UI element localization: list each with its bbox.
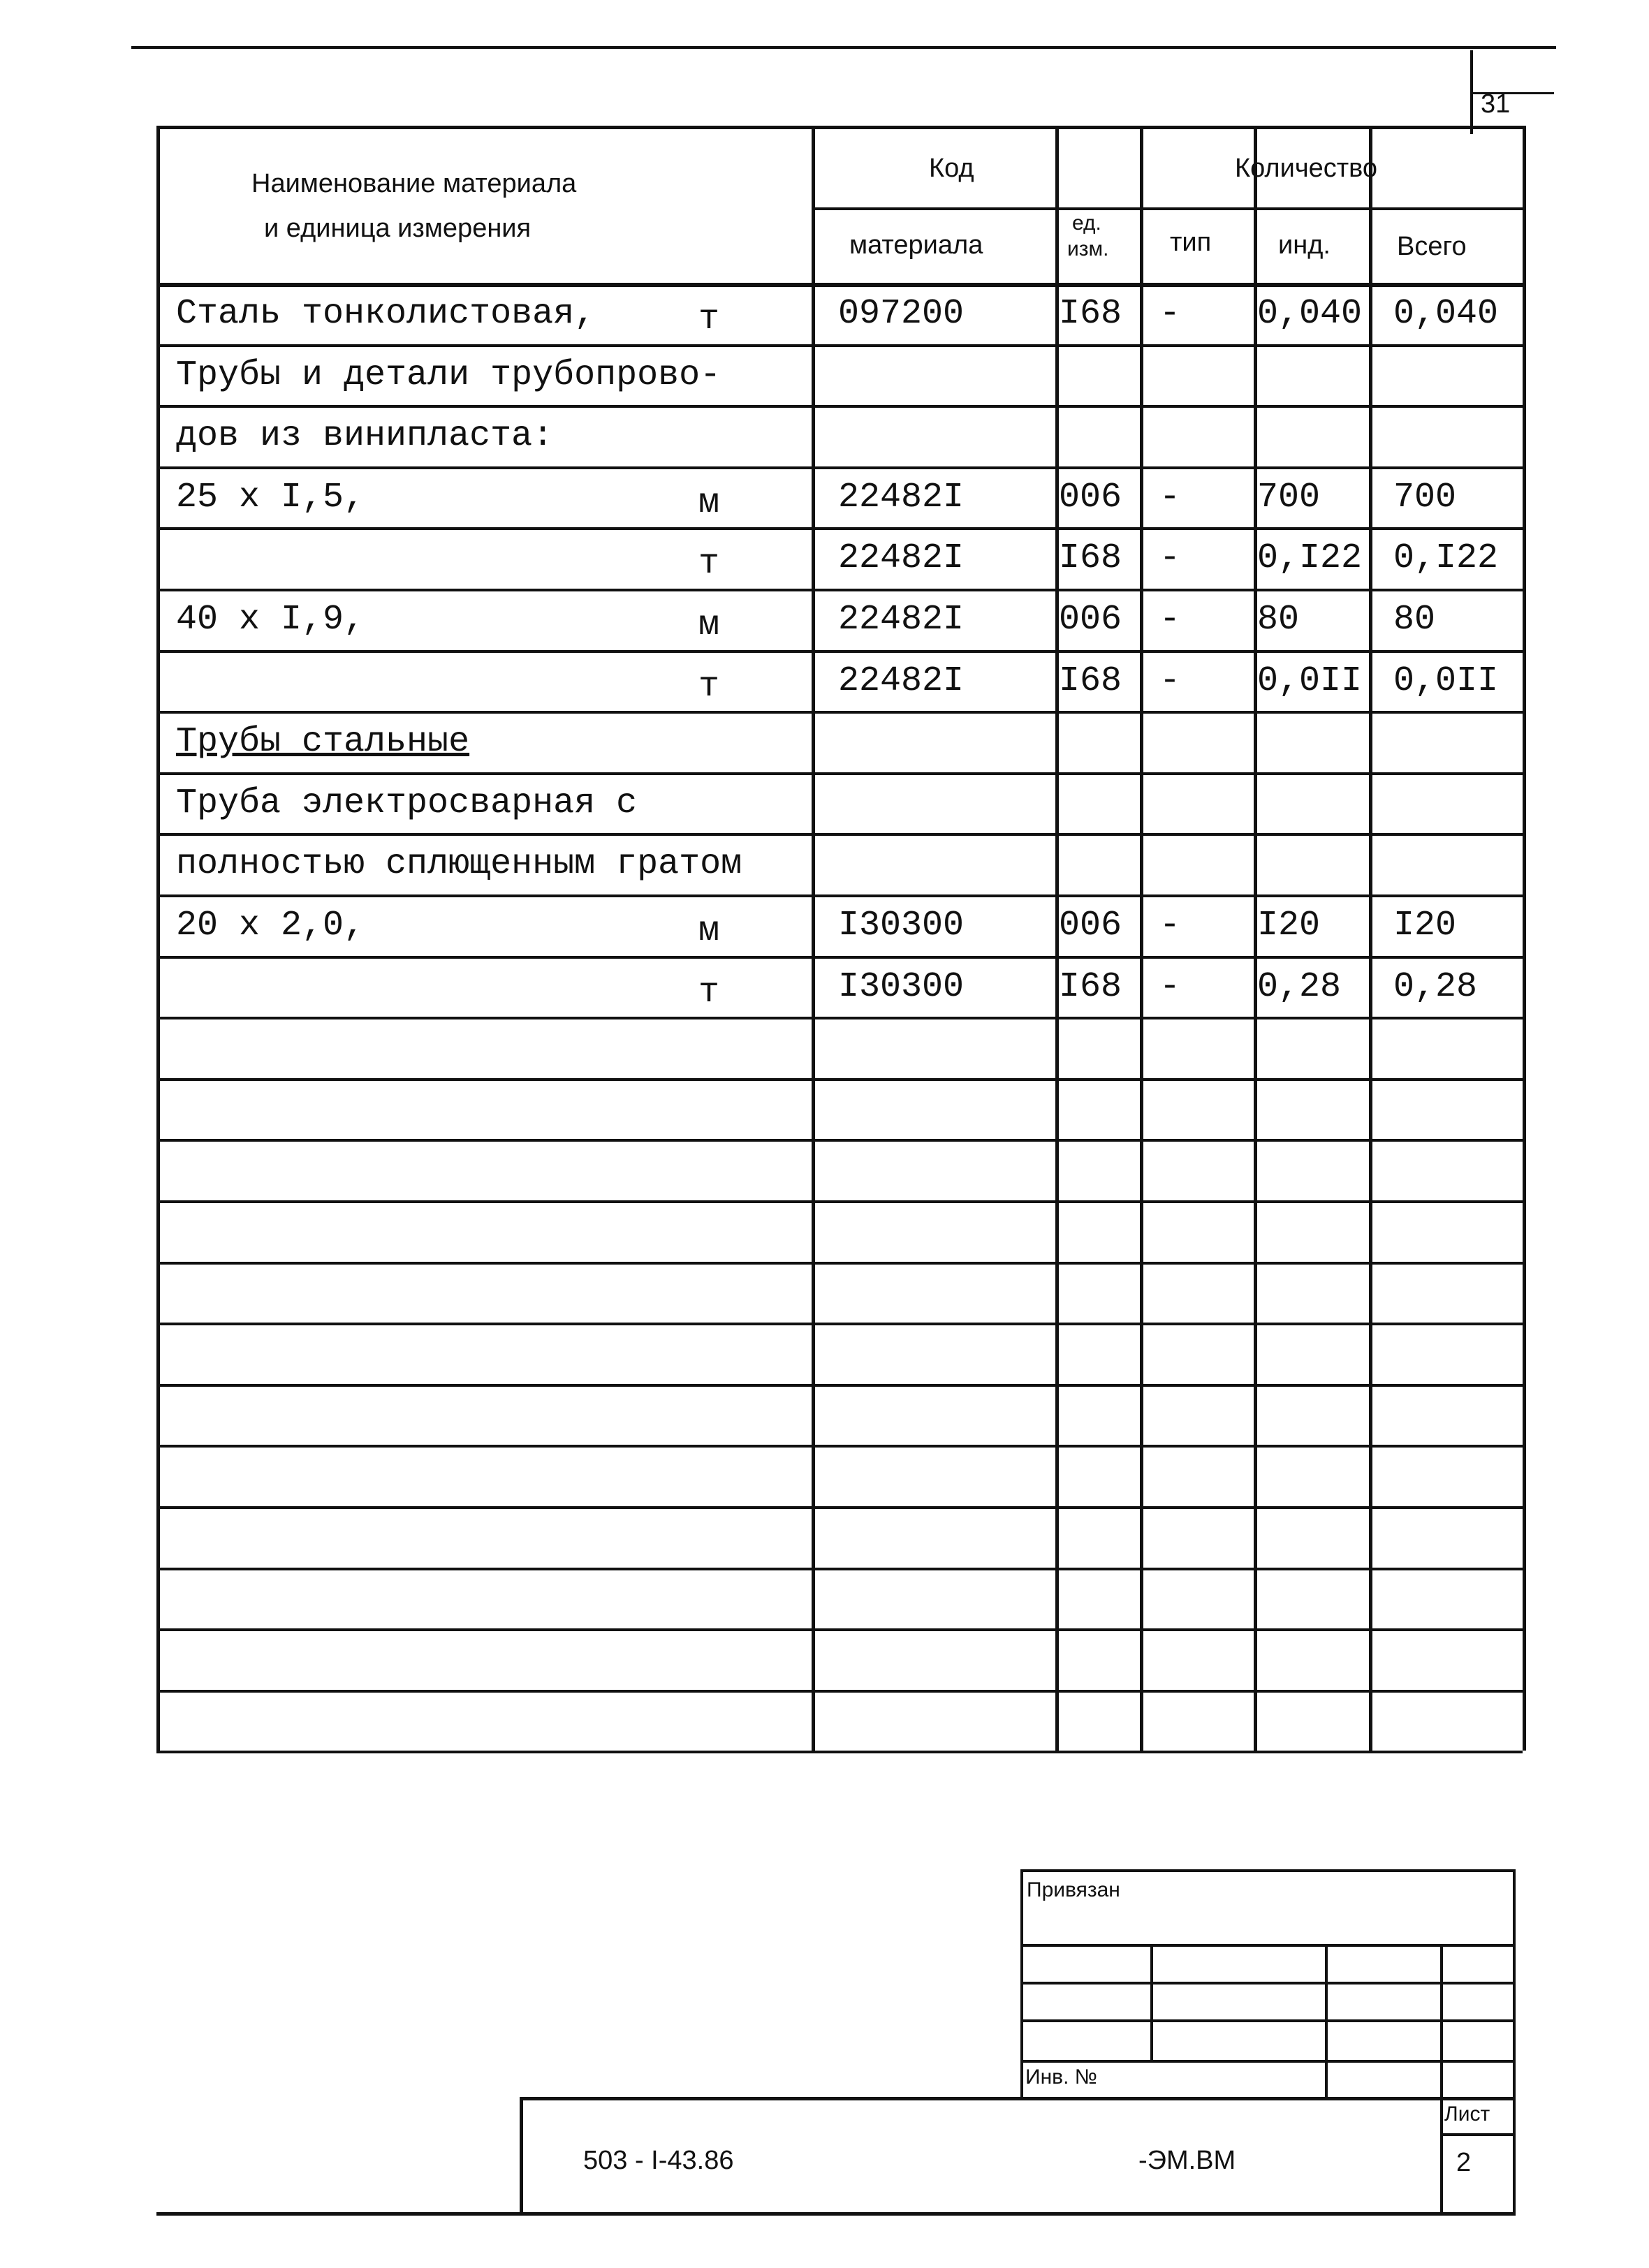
row-name: 20 x 2,0, bbox=[176, 906, 365, 945]
row-unit-code: 006 bbox=[1059, 906, 1122, 945]
stamp-line bbox=[156, 2212, 1516, 2216]
row-code: 22482I bbox=[838, 477, 965, 517]
table-row-line bbox=[156, 589, 1523, 591]
stamp-line bbox=[1325, 1944, 1328, 2098]
page-number: 31 bbox=[1481, 89, 1511, 119]
table-row-line bbox=[156, 405, 1523, 408]
row-ind: 80 bbox=[1257, 600, 1300, 640]
row-unit: т bbox=[698, 300, 720, 339]
table-row-line bbox=[156, 1628, 1523, 1631]
row-unit: т bbox=[698, 972, 720, 1012]
document-suffix: -ЭМ.ВМ bbox=[1138, 2146, 1236, 2175]
row-code: I30300 bbox=[838, 966, 965, 1007]
row-unit: м bbox=[698, 911, 720, 951]
top-border bbox=[131, 46, 1556, 49]
row-total: 700 bbox=[1393, 477, 1457, 517]
table-row-line bbox=[156, 772, 1523, 775]
row-total: I20 bbox=[1393, 906, 1457, 945]
row-ind: 0,28 bbox=[1257, 966, 1342, 1007]
stamp-line bbox=[1020, 1869, 1023, 2100]
row-name: Трубы и детали трубопрово- bbox=[176, 355, 721, 395]
row-ind: 700 bbox=[1257, 477, 1321, 517]
table-row-line bbox=[156, 650, 1523, 653]
row-total: 0,0II bbox=[1393, 661, 1499, 701]
table-row-line bbox=[156, 344, 1523, 347]
table-row-line bbox=[156, 1690, 1523, 1693]
row-code: 22482I bbox=[838, 538, 965, 579]
header-code: Код bbox=[929, 154, 974, 183]
row-type: - bbox=[1159, 661, 1181, 701]
header-divider bbox=[812, 207, 1523, 210]
header-qty-total: Всего bbox=[1397, 232, 1467, 261]
row-type: - bbox=[1159, 538, 1181, 579]
stamp-line bbox=[1513, 1869, 1516, 2214]
stamp-inv-label: Инв. № bbox=[1025, 2066, 1097, 2089]
stamp-line bbox=[1020, 1869, 1514, 1872]
row-ind: 0,I22 bbox=[1257, 538, 1363, 579]
row-ind: I20 bbox=[1257, 906, 1321, 945]
row-name: дов из винипласта: bbox=[176, 416, 554, 457]
header-unit-2: изм. bbox=[1067, 237, 1109, 260]
stamp-line bbox=[1440, 1944, 1443, 2098]
row-type: - bbox=[1159, 966, 1181, 1007]
table-row-line bbox=[156, 711, 1523, 714]
table-row-line bbox=[156, 1445, 1523, 1448]
table-row-line bbox=[156, 956, 1523, 959]
sheet-value: 2 bbox=[1456, 2148, 1472, 2177]
table-row-line bbox=[156, 1506, 1523, 1509]
table-row-line bbox=[156, 466, 1523, 469]
row-unit-code: I68 bbox=[1059, 538, 1122, 579]
row-unit: т bbox=[698, 666, 720, 707]
row-unit: м bbox=[698, 605, 720, 645]
row-unit-code: 006 bbox=[1059, 600, 1122, 640]
row-unit-code: I68 bbox=[1059, 966, 1122, 1007]
row-total: 0,040 bbox=[1393, 294, 1499, 334]
row-name: 25 x I,5, bbox=[176, 477, 365, 517]
table-row-line bbox=[156, 527, 1523, 530]
row-unit-code: 006 bbox=[1059, 477, 1122, 517]
table-row-line bbox=[156, 1200, 1523, 1203]
sheet-label: Лист bbox=[1444, 2103, 1490, 2126]
table-row-line bbox=[156, 1323, 1523, 1325]
row-unit-code: I68 bbox=[1059, 661, 1122, 701]
table-row-line bbox=[156, 1262, 1523, 1265]
row-ind: 0,0II bbox=[1257, 661, 1363, 701]
row-name: Трубы стальные bbox=[176, 722, 470, 763]
stamp-line bbox=[520, 2097, 523, 2214]
row-type: - bbox=[1159, 906, 1181, 945]
row-code: 22482I bbox=[838, 661, 965, 701]
row-name: Труба электросварная с bbox=[176, 783, 638, 823]
row-ind: 0,040 bbox=[1257, 294, 1363, 334]
row-name: полностью сплющенным гратом bbox=[176, 844, 742, 885]
row-name: 40 x I,9, bbox=[176, 600, 365, 640]
table-row-line bbox=[156, 833, 1523, 836]
row-code: 22482I bbox=[838, 600, 965, 640]
table-row-line bbox=[156, 283, 1523, 287]
table-row-line bbox=[156, 1078, 1523, 1081]
row-total: 0,28 bbox=[1393, 966, 1478, 1007]
document-code: 503 - I-43.86 bbox=[583, 2146, 734, 2175]
stamp-attached-label: Привязан bbox=[1027, 1878, 1120, 1901]
header-name-line2: и единица измерения bbox=[264, 214, 532, 243]
row-type: - bbox=[1159, 600, 1181, 640]
table-row-line bbox=[156, 894, 1523, 897]
table-row-line bbox=[156, 1568, 1523, 1570]
header-quantity: Количество bbox=[1235, 154, 1378, 183]
header-unit-1: ед. bbox=[1072, 212, 1101, 235]
table-row-line bbox=[156, 1139, 1523, 1142]
table-top-border bbox=[156, 126, 1523, 129]
header-name-line1: Наименование материала bbox=[251, 169, 577, 198]
header-qty-type: тип bbox=[1170, 228, 1212, 257]
table-row-line bbox=[156, 1384, 1523, 1387]
row-name: Сталь тонколистовая, bbox=[176, 294, 596, 334]
header-qty-ind: инд. bbox=[1278, 230, 1331, 260]
row-total: 0,I22 bbox=[1393, 538, 1499, 579]
row-type: - bbox=[1159, 294, 1181, 334]
row-code: 097200 bbox=[838, 294, 965, 334]
stamp-line bbox=[1440, 2097, 1443, 2214]
row-unit: м bbox=[698, 483, 720, 523]
stamp-line bbox=[1150, 1944, 1153, 2060]
row-code: I30300 bbox=[838, 906, 965, 945]
row-unit: т bbox=[698, 544, 720, 584]
header-code-material: материала bbox=[849, 230, 983, 260]
table-row-line bbox=[156, 1017, 1523, 1019]
table-col-line bbox=[1523, 126, 1526, 1751]
row-total: 80 bbox=[1393, 600, 1436, 640]
row-unit-code: I68 bbox=[1059, 294, 1122, 334]
stamp-line bbox=[520, 2097, 1516, 2100]
stamp-line bbox=[1440, 2133, 1514, 2136]
table-row-line bbox=[156, 1751, 1523, 1753]
row-type: - bbox=[1159, 477, 1181, 517]
